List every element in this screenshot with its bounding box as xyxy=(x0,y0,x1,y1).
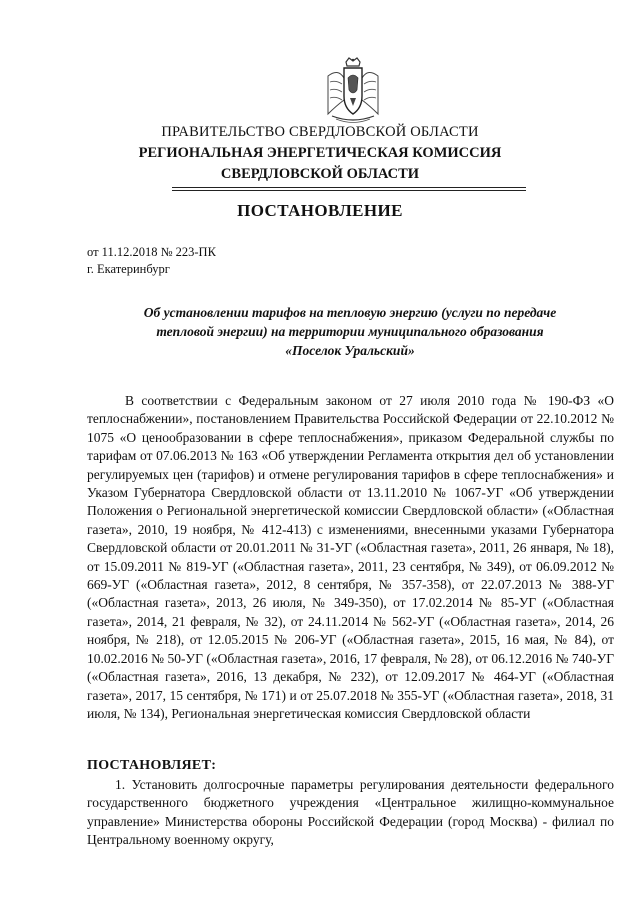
government-name: ПРАВИТЕЛЬСТВО СВЕРДЛОВСКОЙ ОБЛАСТИ xyxy=(161,124,479,140)
region-name: СВЕРДЛОВСКОЙ ОБЛАСТИ xyxy=(220,166,420,182)
preamble-paragraph: В соответствии с Федеральным законом от 27 июля 2010 года № 190-ФЗ «О теплоснабжении», постановлением Правительства Российской Федерации от 22.10.2012 № 1075 «О ценообразовании в сфере теплоснабжения», приказом Федеральной службы по тарифам от 07.06.2013 № 163 «Об утверждении Регламента открытия дел об установлении регулируемых цен (тарифов) и отмене регулирования тарифов в сфере теплоснабжения» и Указом Губернатора Свердловской области от 13.11.2010 № 1067-УГ «Об утверждении Положения о Региональной энергетической комиссии Свердловской области» («Областная газета», 2010, 19 ноября, № 412-413) с изменениями, внесенными указами Губернатора Свердловской области от 20.01.2011 № 31-УГ («Областная газета», 2011, 26 января, № 18), от 15.09.2011 № 819-УГ («Областная газета», 2011, 23 сентября, № 349), от 06.09.2012 № 669-УГ («Областная газета», 2012, 8 сентября, № 357-358), от 22.07.2013 № 388-УГ («Областная газета», 2013, 26 июля, № 349-350), от 17.02.2014 № 85-УГ («Областная газета», 2014, 21 февраля, № 32), от 24.11.2014 № 562-УГ («Областная газета», 2014, 26 ноября, № 218), от 12.05.2015 № 206-УГ («Областная газета», 2015, 16 мая, № 84), от 10.02.2016 № 50-УГ («Областная газета», 2016, 17 февраля, № 28), от 06.12.2016 № 740-УГ («Областная газета», 2016, 13 декабря, № 232), от 12.09.2017 № 464-УГ («Областная газета», 2017, 15 сентября, № 171) и от 25.07.2018 № 355-УГ («Областная газета», 2018, 31 июля, № 134), Региональная энергетическая комиссия Свердловской области xyxy=(87,393,614,721)
header-divider-second xyxy=(172,190,526,191)
document-city: г. Екатеринбург xyxy=(87,262,170,276)
coat-of-arms-icon xyxy=(322,56,384,124)
header-divider xyxy=(172,187,526,188)
decree-item-1: 1. Установить долгосрочные параметры регулирования деятельности федерального государственного бюджетного учреждения «Центральное жилищно-коммунальное управление» Министерства обороны Российской Федерации (город Москва) - филиал по Центральному военному округу, xyxy=(87,777,614,848)
document-meta xyxy=(87,244,216,278)
document-date-number: от 11.12.2018 № 223-ПК xyxy=(87,245,216,259)
decree-heading: ПОСТАНОВЛЯЕТ: xyxy=(87,758,217,773)
document-title: ПОСТАНОВЛЕНИЕ xyxy=(237,201,403,220)
commission-name: РЕГИОНАЛЬНАЯ ЭНЕРГЕТИЧЕСКАЯ КОМИССИЯ xyxy=(138,145,502,161)
document-subject: Об установлении тарифов на тепловую энергию (услуги по передаче тепловой энергии) на территории муниципального образования «Поселок Уральский» xyxy=(143,305,557,358)
decree-items xyxy=(87,776,614,850)
document-body xyxy=(87,392,614,723)
